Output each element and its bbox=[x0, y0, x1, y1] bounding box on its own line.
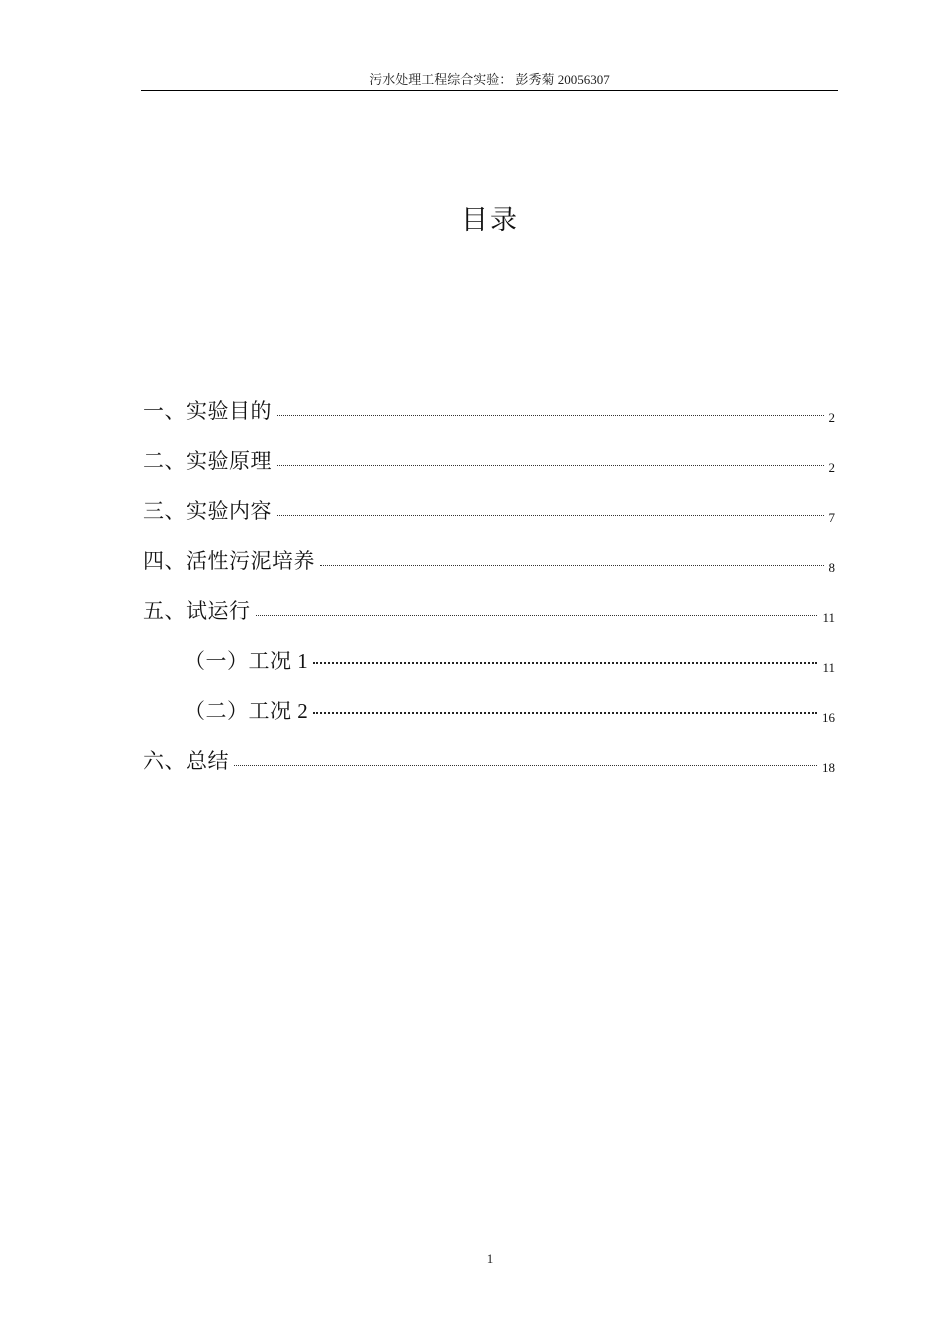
toc-entry-page: 11 bbox=[822, 610, 835, 625]
page-header bbox=[141, 72, 838, 91]
toc-entry-sludge-culture[interactable] bbox=[143, 544, 835, 574]
toc-entry-page: 18 bbox=[822, 760, 835, 775]
toc-leader-dots bbox=[234, 764, 817, 766]
toc-entry-label: 五、试运行 bbox=[143, 599, 251, 623]
toc-entry-summary[interactable] bbox=[143, 744, 835, 774]
toc-leader-dots bbox=[256, 614, 818, 616]
toc-entry-label: 六、总结 bbox=[143, 749, 229, 773]
toc-entry-page: 2 bbox=[828, 460, 835, 475]
toc-leader-dots bbox=[313, 711, 817, 714]
toc-entry-principle[interactable] bbox=[143, 444, 835, 474]
toc-entry-page: 11 bbox=[822, 660, 835, 675]
toc-leader-dots bbox=[313, 661, 817, 664]
toc-entry-label: （二）工况 2 bbox=[184, 699, 309, 723]
toc-leader-dots bbox=[277, 414, 824, 416]
toc-entry-label: （一）工况 1 bbox=[184, 649, 309, 673]
toc-entry-label: 一、实验目的 bbox=[143, 399, 272, 423]
toc-entry-page: 16 bbox=[822, 710, 835, 725]
toc-entry-label: 四、活性污泥培养 bbox=[143, 549, 315, 573]
toc-entry-content[interactable] bbox=[143, 494, 835, 524]
header-text: 污水处理工程综合实验： 彭秀菊 20056307 bbox=[369, 72, 610, 87]
toc-entry-page: 2 bbox=[828, 410, 835, 425]
toc-entry-trial-run[interactable] bbox=[143, 594, 835, 624]
toc-leader-dots bbox=[320, 564, 824, 566]
page-number: 1 bbox=[486, 1251, 494, 1266]
toc-entry-label: 三、实验内容 bbox=[143, 499, 272, 523]
toc-entry-label: 二、实验原理 bbox=[143, 449, 272, 473]
toc-entry-condition-1[interactable] bbox=[184, 644, 835, 674]
toc-entry-objective[interactable] bbox=[143, 394, 835, 424]
toc-entry-condition-2[interactable] bbox=[184, 694, 835, 724]
toc-leader-dots bbox=[277, 514, 824, 516]
toc-entry-page: 8 bbox=[828, 560, 835, 575]
toc-entry-page: 7 bbox=[828, 510, 835, 525]
toc-title: 目录 bbox=[461, 205, 519, 235]
toc-leader-dots bbox=[277, 464, 824, 466]
